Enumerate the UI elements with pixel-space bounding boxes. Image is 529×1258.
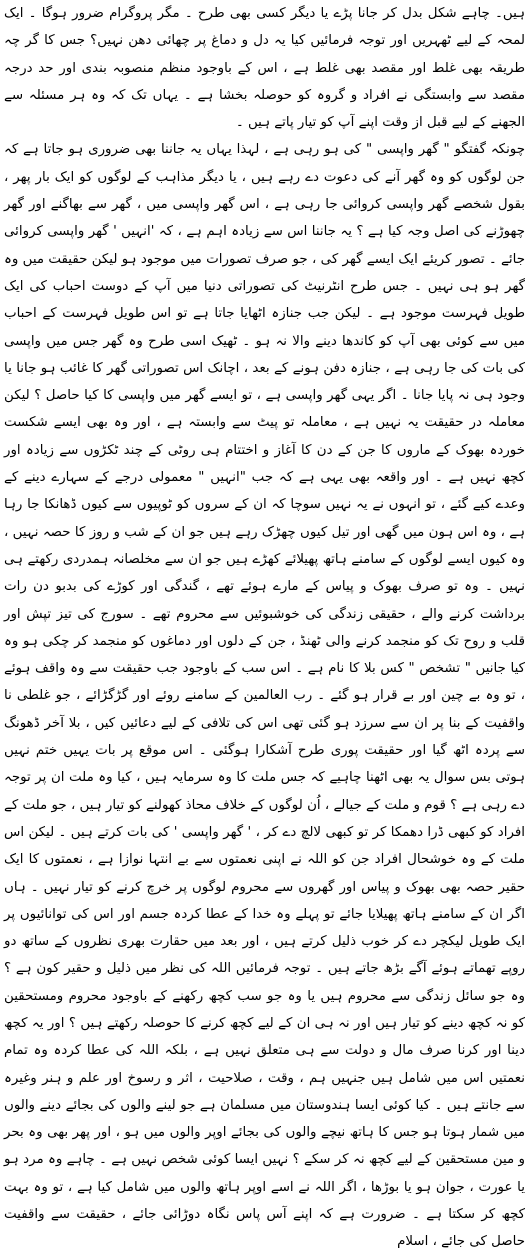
paragraph-intro: ہیں۔ چاہے شکل بدل کر جانا پڑے یا دیگر کسی بھی طرح ۔ مگر پروگرام ضرور ہوگا ۔ ایک لمحہ کے لیے ٹھہریں اور توجہ فرمائیں کیا یہ دل و دماغ پر چھائی دھن نہیں؟ جس کا گر چہ طریقہ بھی غلط اور مقصد بھی غلط ہے ، اس کے باوجود منظم منصوبہ بندی اور حد درجہ مقصد سے وابستگی نے افراد و گروہ کو حوصلہ بخشا ہے ۔ یہاں تک کہ وہ ہر مسئلہ سے الجھنے کے لیے قبل از وقت اپنے آپ کو تیار پاتے ہیں ۔ — [4, 6, 525, 131]
urdu-text-column — [4, 0, 525, 1256]
paragraph-ghar-wapsi: چونکہ گفتگو " گھر واپسی " کی ہو رہی ہے ، لہذا یہاں یہ جاننا بھی ضروری ہو جاتا ہے کہ جن لوگوں کو وہ گھر آنے کی دعوت دے رہے ہیں ، یا دیگر مذاہب کے لوگوں کو ایک بار پھر ، بقول شخصے گھر واپسی کروائی جا رہی ہے ، اس گھر واپسی میں ، گھر سے بھاگنے اور گھر چھوڑنے کی اصل وجہ کیا ہے ؟ یہ جاننا اس سے زیادہ اہم ہے ، کہ 'انہیں ' گھر واپسی کروائی جائے ۔ تصور کریئے ایک ایسے گھر کی ، جو صرف تصورات میں موجود ہو لیکن حقیقت میں وہ گھر ہو ہی نہیں ۔ جس طرح انٹرنیٹ کی تصوراتی دنیا میں آپ کے دوست احباب کی ایک طویل فہرست موجود ہے ۔ لیکن جب جنازہ اٹھایا جاتا ہے تو اس طویل فہرست کے احباب میں سے کوئی بھی آپ کو کاندھا دینے والا نہ ہو ۔ ٹھیک اسی طرح وہ گھر جس میں واپسی کی بات کی جا رہی ہے ، جنازہ دفن ہونے کے بعد ، اچانک اس تصوراتی گھر کا غائب ہو جانا یا وجود ہی نہ پایا جانا ۔ اگر یہی گھر واپسی ہے ، تو ایسے گھر میں واپسی کا کیا حاصل ؟ لیکن معاملہ در حقیقت یہ نہیں ہے ، معاملہ تو پیٹ سے وابستہ ہے ، اور وہ بھی ایسے شکست خوردہ بھوک کے ماروں کا جن کے دن کا آغاز و اختتام ہی روٹی کے چند ٹکڑوں سے زیادہ اور کچھ نہیں ہے ۔ اور واقعہ بھی یہی ہے کہ جب "انہیں " معمولی درجے کے سہارے دینے کے وعدے کیے گئے ، تو انہوں نے یہ نہیں سوچا کہ ان کے سروں کو ٹوپیوں سے کیوں ڈھانکا جا رہا ہے ، وہ اس ہون میں گھی اور تیل کیوں چھڑک رہے ہیں جو ان کے شب و روز کا حصہ نہیں ، وہ کیوں ایسے لوگوں کے سامنے ہاتھ پھیلائے کھڑے ہیں جو ان سے مخلصانہ ہمدردی رکھتے ہی نہیں ۔ وہ تو صرف بھوک و پیاس کے مارے ہوئے تھے ، گندگی اور کوڑے کی بدبو دن رات برداشت کرنے والے ، حقیقی زندگی کی خوشبوئیں سے محروم تھے ۔ سورج کی تیز تپش اور قلب و روح تک کو منجمد کرنے والی ٹھنڈ ، جن کے دلوں اور دماغوں کو منجمد کر چکی ہو وہ کیا جانیں " تشخص " کس بلا کا نام ہے ۔ اس سب کے باوجود جب حقیقت سے وہ واقف ہوئے ، تو وہ بے چین اور بے قرار ہو گئے ۔ رب العالمین کے سامنے روئے اور گڑگڑائے ، جو غلطی نا واقفیت کے بنا پر ان سے سرزد ہو گئی تھی اس کی تلافی کے لیے دعائیں کیں ، بلا آخر ڈھونگ سے پردہ اٹھ گیا اور حقیقت پوری طرح آشکارا ہوگئی ۔ اس موقع پر بات یہیں ختم نہیں ہوتی بس سوال یہ بھی اٹھنا چاہیے کہ جس ملت کا وہ سرمایہ ہیں ، کیا وہ ملت ان پر توجہ دے رہی ہے ؟ قوم و ملت کے جیالے ، اُن لوگوں کے خلاف محاذ کھولنے کو تیار ہیں ، جو ملت کے افراد کو کبھی ڈرا دھمکا کر تو کبھی لالچ دے کر ، ' گھر واپسی ' کی بات کرتے ہیں ۔ لیکن اس ملت کے وہ خوشحال افراد جن کو اللہ نے اپنی نعمتوں سے بے انتہا نوازا ہے ، نعمتوں کا ایک حقیر حصہ بھی بھوک و پیاس اور گھروں سے محروم لوگوں پر خرچ کرنے کو تیار نہیں ۔ ہاں اگر ان کے سامنے ہاتھ پھیلایا جائے تو پہلے وہ خدا کے عطا کردہ جسم اور اس کی توانائیوں پر ایک طویل لیکچر دے کر خوب ذلیل کرتے ہیں ، اور بعد میں حقارت بھری نظروں کے ساتھ دو روپے تھماتے ہوئے آگے بڑھ جاتے ہیں ۔ توجہ فرمائیں اللہ کی نظر میں ذلیل و حقیر کون ہے ؟ وہ جو سائل زندگی سے محروم ہیں یا وہ جو سب کچھ رکھنے کے باوجود محروم ومستحقین کو نہ کچھ دینے کو تیار ہیں اور نہ ہی ان کے لیے کچھ کرنے کا حوصلہ رکھتے ہیں ؟ اور یہ کچھ دینا اور کرنا صرف مال و دولت سے ہی متعلق نہیں ہے ، بلکہ اللہ کی عطا کردہ وہ تمام نعمتیں اس میں شامل ہیں جنہیں ہم ، وقت ، صلاحیت ، اثر و رسوخ اور علم و ہنر وغیرہ سے جانتے ہیں ۔ کیا کوئی ایسا ہندوستان میں مسلمان ہے جو لینے والوں کی بجائے دینے والوں میں شمار ہوتا ہو جس کا ہاتھ نیچے والوں کی بجائے اوپر والوں میں ہو ، اور پھر بھی وہ بحر و مین مستحقین کے لیے کچھ نہ کر سکے ؟ نہیں ایسا کوئی شخص نہیں ہے ۔ چاہے وہ مرد ہو یا عورت ، جوان ہو یا بوڑھا ، اگر اللہ نے اسے اوپر ہاتھ والوں میں شامل کیا ہے ، تو وہ بہت کچھ کر سکتا ہے ۔ ضرورت ہے کہ اپنے آس پاس نگاہ دوڑائی جائے ، حقیقت سے واقفیت حاصل کی جائے ، اسلام — [4, 142, 525, 1250]
